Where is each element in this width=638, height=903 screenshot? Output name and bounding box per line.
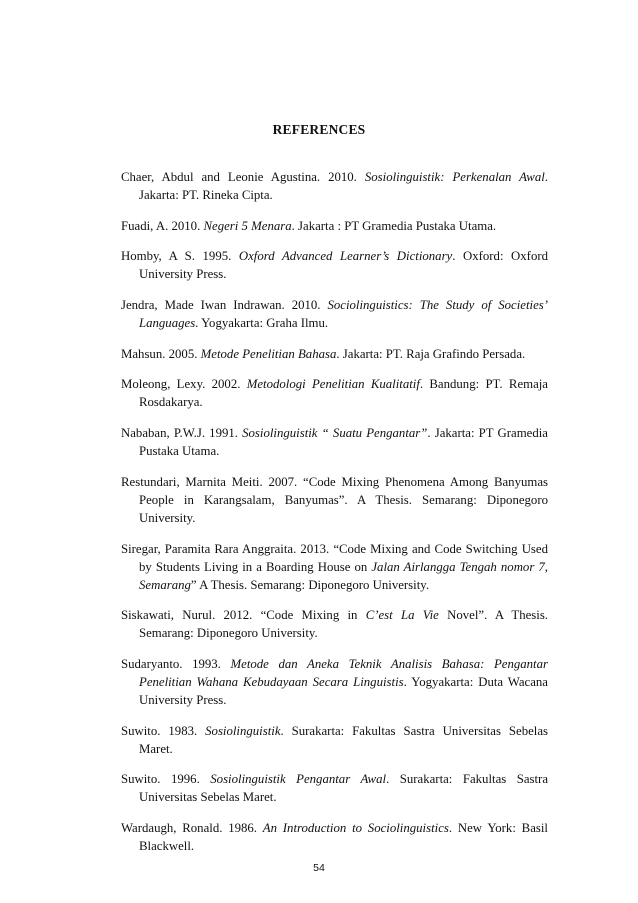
reference-title: Sosiolinguistik [205,723,281,738]
reference-text: . Surakarta: Fakultas Sastra Universitas Sebelas Maret. [139,772,549,805]
reference-text: . Jakarta: PT Gramedia Pustaka Utama. [139,426,548,459]
reference-text: Fuadi, A. 2010. [121,218,204,233]
reference-text: . Surakarta: Fakultas Sastra Universitas Sebelas Maret. [139,723,548,756]
reference-text: Novel”. A Thesis. Semarang: Diponegoro University. [139,608,548,641]
reference-text: . Jakarta: PT. Rineka Cipta. [139,170,548,202]
reference-entry [121,296,548,332]
reference-text: Moleong, Lexy. 2002. [121,377,247,392]
reference-entry [121,473,548,527]
reference-text: . Yogyakarta: Duta Wacana University Press. [139,674,548,707]
reference-entry [121,655,548,709]
reference-list [121,168,548,868]
page-number: 54 [313,862,325,874]
reference-text: Suwito. 1996. [121,772,211,787]
reference-entry [121,819,548,855]
reference-entry [121,424,548,460]
reference-text: ” A Thesis. Semarang: Diponegoro University. [190,577,430,592]
reference-text: Jendra, Made Iwan Indrawan. 2010. [121,298,328,313]
reference-text: . Oxford: Oxford University Press. [139,249,549,282]
reference-entry [121,247,548,283]
reference-text: Wardaugh, Ronald. 1986. [121,820,263,835]
reference-text: Chaer, Abdul and Leonie Agustina. 2010. [121,170,365,184]
reference-text: Homby, A S. 1995. [121,249,239,264]
reference-text: Restundari, Marnita Meiti. 2007. “Code Mixing Phenomena Among Banyumas People in Karangsalam, Banyumas”. A Thesis. Semarang: Diponegoro University. [121,474,548,525]
reference-text: . Jakarta : PT Gramedia Pustaka Utama. [291,218,497,233]
reference-entry [121,168,548,204]
reference-title: Jalan Airlangga Tengah nomor 7, Semarang [139,559,548,592]
reference-title: Sosiolinguistik Pengantar Awal [210,772,387,787]
reference-text: . Bandung: PT. Remaja Rosdakarya. [139,377,548,410]
reference-title: An Introduction to Sociolinguistics [262,820,449,835]
reference-text: Mahsun. 2005. [121,346,201,361]
reference-title: Sosiolinguistik: Perkenalan Awal [364,170,545,184]
reference-text: Siskawati, Nurul. 2012. “Code Mixing in [121,608,366,623]
reference-text: Siregar, Paramita Rara Anggraita. 2013. “Code Mixing and Code Switching Used by Students Living in a Boarding House on [121,541,548,574]
reference-entry [121,540,548,594]
reference-title: Metodologi Penelitian Kualitatif [246,377,420,392]
reference-entry [121,375,548,411]
reference-text: Nababan, P.W.J. 1991. [121,426,243,441]
reference-title: C’est La Vie [365,608,439,623]
reference-text: . New York: Basil Blackwell. [139,820,548,853]
reference-title: Negeri 5 Menara [203,218,292,233]
page-title: REFERENCES [272,122,366,137]
reference-text: Sudaryanto. 1993. [121,656,231,671]
reference-title: Metode dan Aneka Teknik Analisis Bahasa: Pengantar Penelitian Wahana Kebudayaan Secara Linguistis [139,656,548,689]
reference-text: Suwito. 1983. [121,723,206,738]
reference-entry [121,345,548,363]
reference-title: Sociolinguistics: The Study of Societies’ Languages [139,298,548,331]
reference-title: Oxford Advanced Learner’s Dictionary [238,249,453,264]
reference-entry [121,770,548,806]
reference-entry [121,722,548,758]
reference-text: . Yogyakarta: Graha Ilmu. [195,316,329,331]
reference-entry [121,217,548,235]
reference-text: . Jakarta: PT. Raja Grafindo Persada. [336,346,526,361]
reference-title: Metode Penelitian Bahasa [200,346,337,361]
reference-entry [121,606,548,642]
reference-title: Sosiolinguistik “ Suatu Pengantar” [242,426,428,441]
